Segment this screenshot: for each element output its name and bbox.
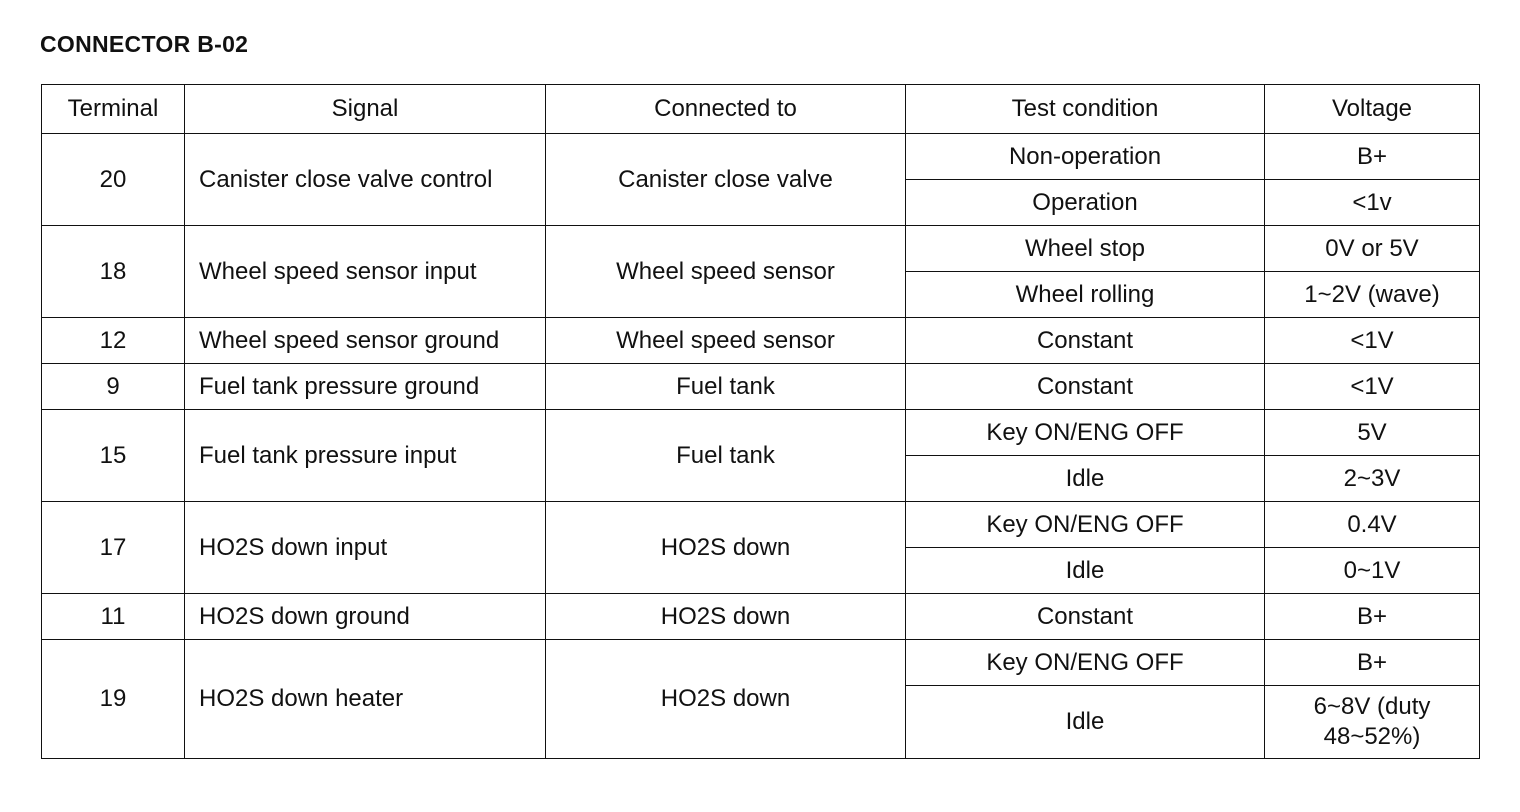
terminal-column-header: Terminal xyxy=(42,85,185,134)
test-condition-cell: Wheel rolling xyxy=(906,272,1265,318)
voltage-cell: <1v xyxy=(1265,180,1480,226)
voltage-column-header: Voltage xyxy=(1265,85,1480,134)
test-condition-cell: Wheel stop xyxy=(906,226,1265,272)
terminal-cell: 9 xyxy=(42,364,185,410)
voltage-cell: 0~1V xyxy=(1265,548,1480,594)
terminal-cell: 15 xyxy=(42,410,185,502)
connected-to-cell: Wheel speed sensor xyxy=(546,318,906,364)
terminal-cell: 19 xyxy=(42,640,185,759)
terminal-cell: 12 xyxy=(42,318,185,364)
connected-to-cell: Wheel speed sensor xyxy=(546,226,906,318)
signal-cell: Wheel speed sensor input xyxy=(185,226,546,318)
terminal-cell: 18 xyxy=(42,226,185,318)
signal-cell: HO2S down heater xyxy=(185,640,546,759)
voltage-cell: <1V xyxy=(1265,364,1480,410)
voltage-cell: 1~2V (wave) xyxy=(1265,272,1480,318)
table-header xyxy=(42,85,1480,134)
test-condition-cell: Key ON/ENG OFF xyxy=(906,502,1265,548)
table-body xyxy=(42,134,1480,759)
voltage-cell: 2~3V xyxy=(1265,456,1480,502)
connected-to-cell: Fuel tank xyxy=(546,410,906,502)
table-row xyxy=(42,410,1480,456)
connected-to-cell: HO2S down xyxy=(546,594,906,640)
terminal-cell: 11 xyxy=(42,594,185,640)
test-condition-cell: Constant xyxy=(906,318,1265,364)
connector-pinout-table xyxy=(41,84,1480,759)
table-row xyxy=(42,594,1480,640)
connected-to-cell: HO2S down xyxy=(546,502,906,594)
test-condition-cell: Constant xyxy=(906,364,1265,410)
test-condition-cell: Non-operation xyxy=(906,134,1265,180)
connector-title: CONNECTOR B-02 xyxy=(40,31,249,57)
test-condition-cell: Key ON/ENG OFF xyxy=(906,410,1265,456)
signal-cell: Canister close valve control xyxy=(185,134,546,226)
test-condition-cell: Idle xyxy=(906,686,1265,759)
connected-to-cell: HO2S down xyxy=(546,640,906,759)
table-row xyxy=(42,318,1480,364)
signal-column-header: Signal xyxy=(185,85,546,134)
voltage-cell: 0.4V xyxy=(1265,502,1480,548)
table-row xyxy=(42,226,1480,272)
signal-cell: Fuel tank pressure ground xyxy=(185,364,546,410)
voltage-cell: B+ xyxy=(1265,594,1480,640)
terminal-cell: 20 xyxy=(42,134,185,226)
table-row xyxy=(42,502,1480,548)
header-row xyxy=(42,85,1480,134)
test-condition-cell: Key ON/ENG OFF xyxy=(906,640,1265,686)
signal-cell: Fuel tank pressure input xyxy=(185,410,546,502)
voltage-cell: B+ xyxy=(1265,134,1480,180)
signal-cell: HO2S down ground xyxy=(185,594,546,640)
table-row xyxy=(42,364,1480,410)
table-row xyxy=(42,134,1480,180)
voltage-cell: 0V or 5V xyxy=(1265,226,1480,272)
signal-cell: Wheel speed sensor ground xyxy=(185,318,546,364)
signal-cell: HO2S down input xyxy=(185,502,546,594)
voltage-cell: <1V xyxy=(1265,318,1480,364)
connected-to-cell: Canister close valve xyxy=(546,134,906,226)
terminal-cell: 17 xyxy=(42,502,185,594)
voltage-cell: B+ xyxy=(1265,640,1480,686)
test-condition-column-header: Test condition xyxy=(906,85,1265,134)
test-condition-cell: Idle xyxy=(906,548,1265,594)
connected-to-cell: Fuel tank xyxy=(546,364,906,410)
test-condition-cell: Constant xyxy=(906,594,1265,640)
voltage-cell: 5V xyxy=(1265,410,1480,456)
voltage-cell: 6~8V (duty 48~52%) xyxy=(1265,686,1480,759)
test-condition-cell: Idle xyxy=(906,456,1265,502)
connected-to-column-header: Connected to xyxy=(546,85,906,134)
table-row xyxy=(42,640,1480,686)
test-condition-cell: Operation xyxy=(906,180,1265,226)
